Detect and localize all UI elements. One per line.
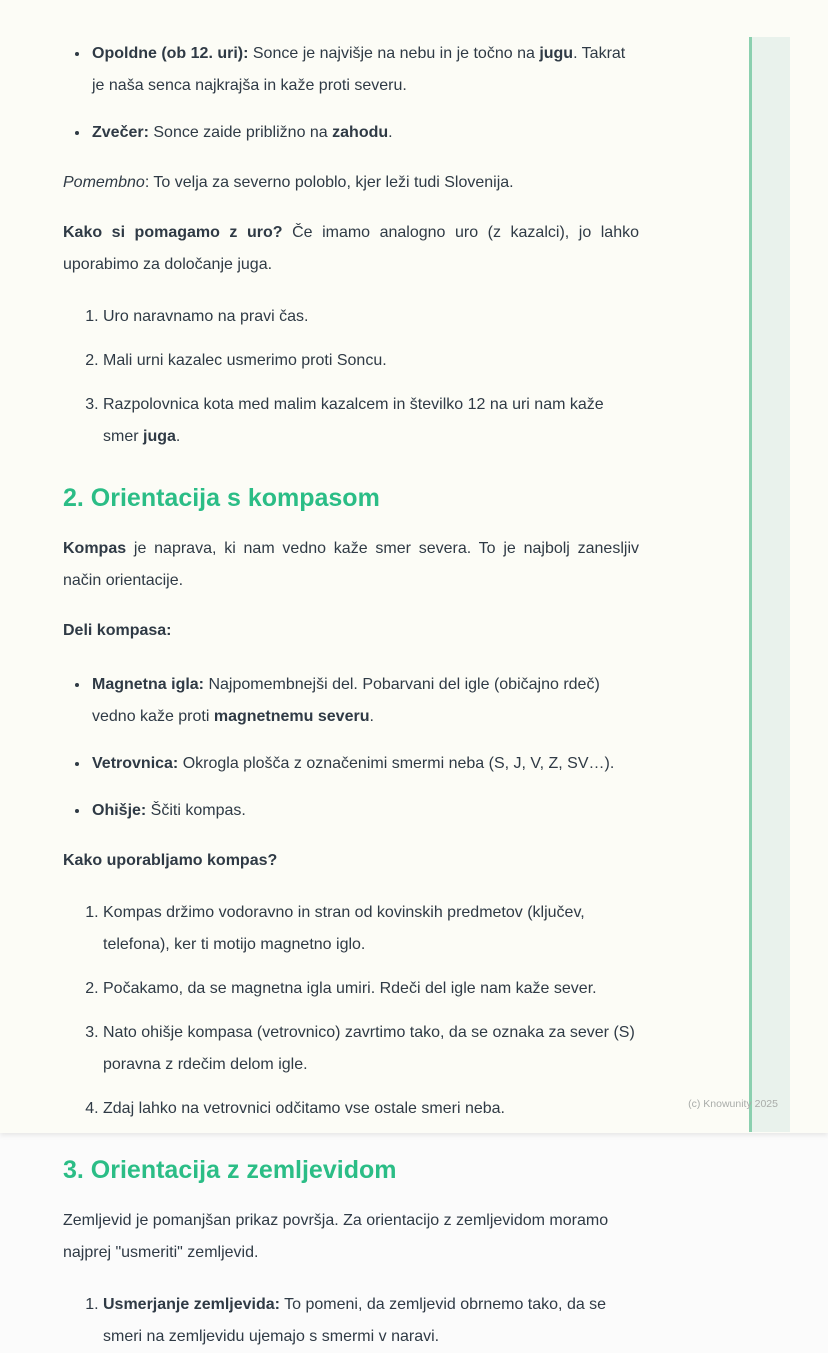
map-steps-list xyxy=(63,1289,639,1353)
list-item-bold: magnetnemu severu xyxy=(213,708,370,725)
list-item-ohisje xyxy=(90,795,639,827)
paragraph-lead: Kompas xyxy=(63,540,127,557)
step-text: Razpolovnica kota med malim kazalcem in številko 12 na uri nam kaže smer xyxy=(103,396,604,445)
list-item-text: Sonce zaide približno na xyxy=(148,124,333,141)
step-item: 1. Kompas držimo vodoravno in stran od kovinskih predmetov (ključev, telefona), ker ti motijo magnetno iglo. xyxy=(103,897,639,961)
section-heading-compass: 2. Orientacija s kompasom xyxy=(63,484,380,512)
paragraph-text: je naprava, ki nam vedno kaže smer severa. To je najbolj zanesljiv način orientacije. xyxy=(63,540,639,589)
list-item-text: Ščiti kompas. xyxy=(146,802,246,819)
paragraph-text: Če imamo analogno uro (z kazalci), jo lahko uporabimo za določanje juga. xyxy=(63,224,640,273)
step-lead: Usmerjanje zemljevida: xyxy=(103,1296,280,1313)
page-content xyxy=(63,0,639,1353)
compass-parts-list xyxy=(63,669,639,827)
margin-stripe xyxy=(749,37,790,1132)
list-item-lead: Opoldne (ob 12. uri): xyxy=(92,45,249,62)
compass-usage-heading: Kako uporabljamo kompas? xyxy=(63,852,278,869)
step-bold: juga xyxy=(143,428,176,445)
list-item-text: Okrogla plošča z označenimi smermi neba (S, J, V, Z, SV…). xyxy=(178,755,615,772)
list-item-lead: Vetrovnica: xyxy=(92,755,179,772)
list-item-bold: zahodu xyxy=(332,124,389,141)
section-heading-map: 3. Orientacija z zemljevidom xyxy=(63,1156,397,1184)
list-item-text: . Takrat je naša senca najkrajša in kaže proti severu. xyxy=(92,45,626,94)
compass-paragraph xyxy=(63,533,639,597)
clock-paragraph xyxy=(63,217,639,281)
sun-direction-list xyxy=(63,38,639,149)
list-item-text: Sonce je najvišje na nebu in je točno na xyxy=(248,45,540,62)
step-item: 3. Nato ohišje kompasa (vetrovnico) zavrtimo tako, da se oznaka za sever (S) poravna z rdečim delom igle. xyxy=(103,1017,639,1081)
list-item-zvecer xyxy=(90,117,639,149)
map-paragraph: Zemljevid je pomanjšan prikaz površja. Za orientacijo z zemljevidom moramo najprej "usmeriti" zemljevid. xyxy=(63,1212,609,1261)
note-lead: Pomembno xyxy=(63,174,145,191)
step-item xyxy=(103,389,639,453)
step-text: Mali urni kazalec usmerimo proti Soncu. xyxy=(103,352,387,369)
list-item-lead: Zvečer: xyxy=(92,124,149,141)
list-item-text: Najpomembnejši del. Pobarvani del igle (običajno rdeč) vedno kaže proti xyxy=(92,676,600,725)
list-item-lead: Ohišje: xyxy=(92,802,147,819)
step-item: 4. Zdaj lahko na vetrovnici odčitamo vse ostale smeri neba. xyxy=(103,1093,639,1125)
list-item-bold: jugu xyxy=(539,45,574,62)
list-item-lead: Magnetna igla: xyxy=(92,676,205,693)
list-item-text: . xyxy=(369,708,374,725)
important-note xyxy=(63,167,639,199)
compass-usage-steps xyxy=(63,897,639,1125)
step-text: To pomeni, da zemljevid obrnemo tako, da se smeri na zemljevidu ujemajo s smermi v naravi. xyxy=(103,1296,607,1345)
step-text: . xyxy=(175,428,181,445)
list-item-vetrovnica xyxy=(90,748,639,780)
compass-parts-heading: Deli kompasa: xyxy=(63,622,172,639)
copyright-notice: (c) Knowunity 2025 xyxy=(688,1098,778,1110)
step-item xyxy=(103,1289,639,1353)
step-text: Uro naravnamo na pravi čas. xyxy=(103,308,309,325)
step-item xyxy=(103,345,639,377)
clock-steps-list xyxy=(63,301,639,453)
list-item-magnetna-igla xyxy=(90,669,639,733)
step-item xyxy=(103,301,639,333)
paragraph-lead: Kako si pomagamo z uro? xyxy=(63,224,283,241)
list-item-opoldne xyxy=(90,38,639,102)
list-item-text: . xyxy=(388,124,393,141)
note-text: : To velja za severno poloblo, kjer leži tudi Slovenija. xyxy=(144,174,514,191)
step-item: 2. Počakamo, da se magnetna igla umiri. Rdeči del igle nam kaže sever. xyxy=(103,973,639,1005)
